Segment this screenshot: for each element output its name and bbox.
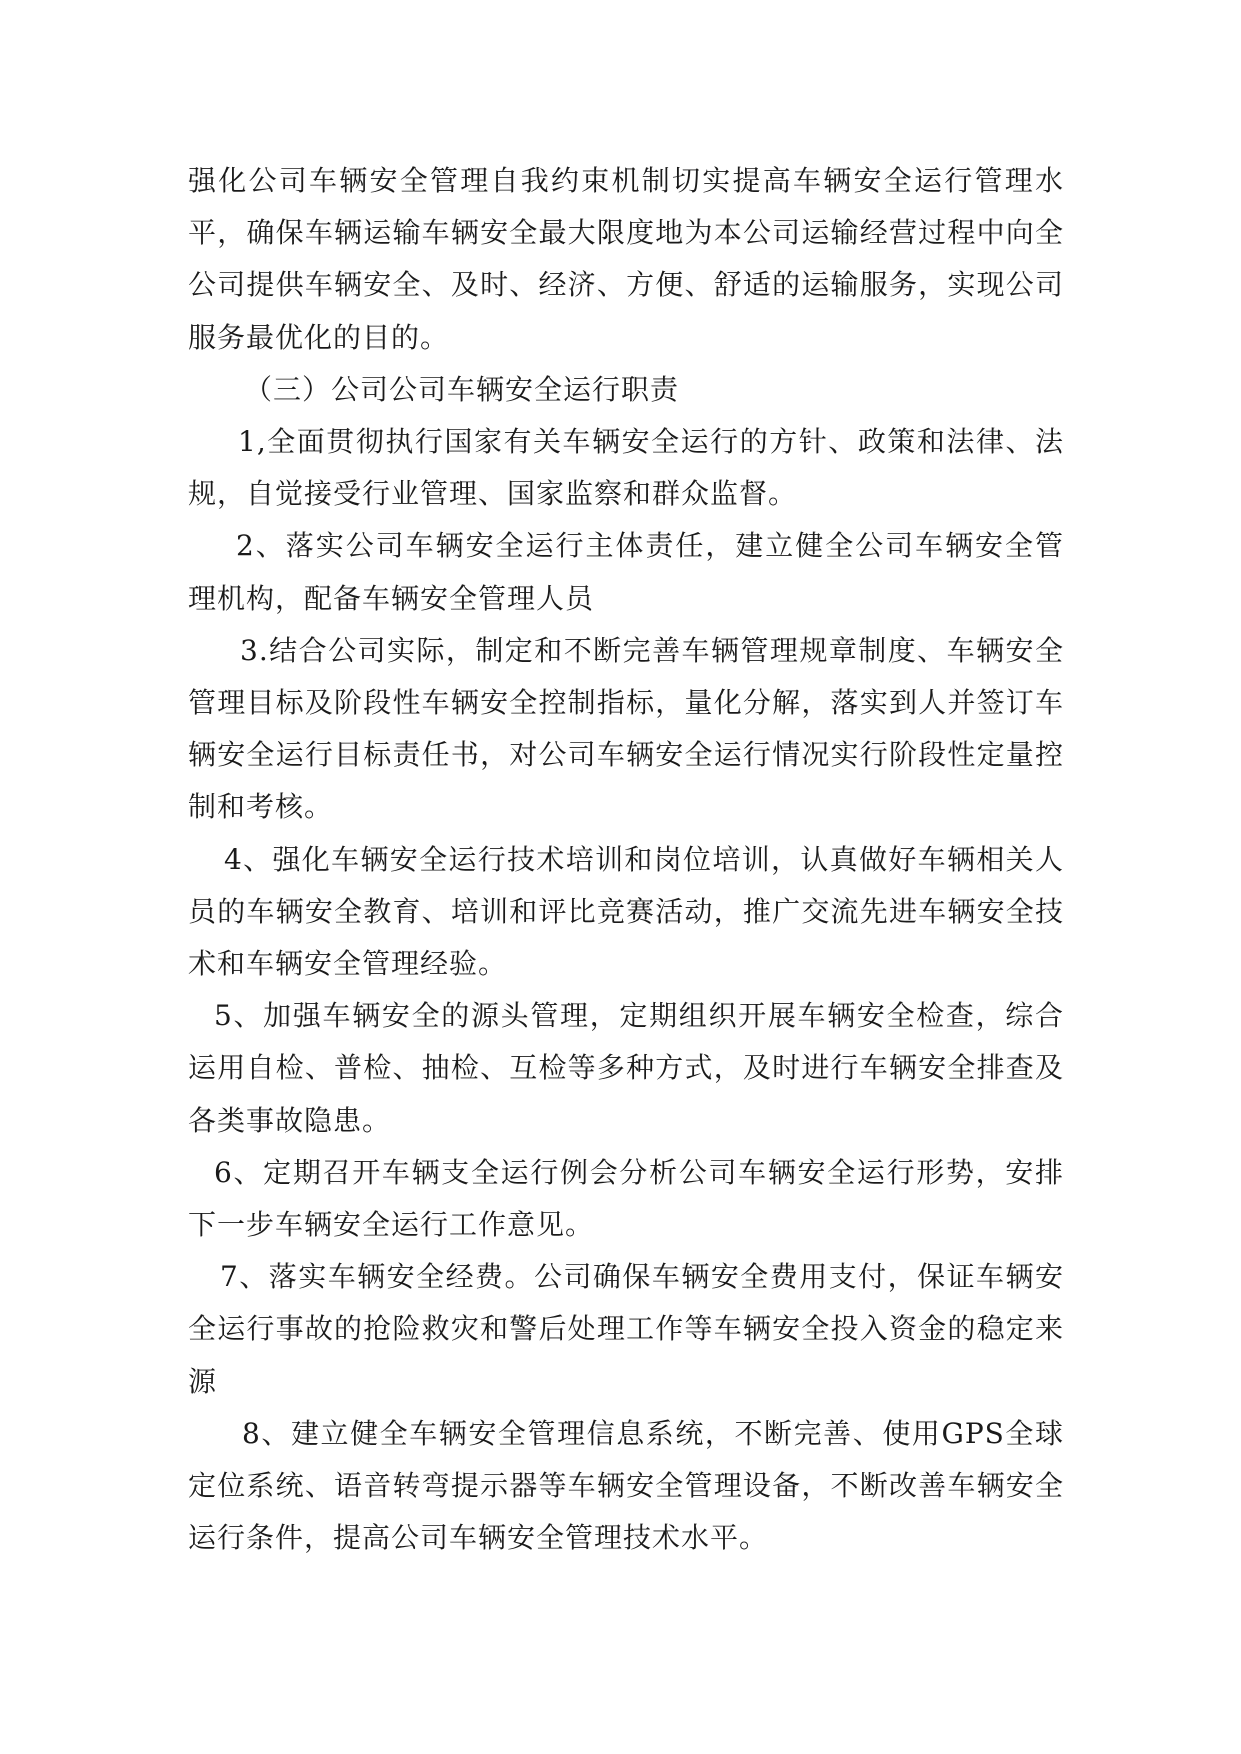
list-item: 7、落实车辆安全经费。公司确保车辆安全费用支付，保证车辆安全运行事故的抢险救灾和警后处理工作等车辆安全投入资金的稳定来源: [188, 1260, 1064, 1398]
list-item: 8、建立健全车辆安全管理信息系统，不断完善、使用GPS全球定位系统、语音转弯提示器等车辆安全管理设备，不断改善车辆安全运行条件，提高公司车辆安全管理技术水平。: [188, 1416, 1064, 1555]
list-item: 1,全面贯彻执行国家有关车辆安全运行的方针、政策和法律、法规，自觉接受行业管理、国家监察和群众监督。: [188, 425, 1064, 511]
list-item: 4、强化车辆安全运行技术培训和岗位培训，认真做好车辆相关人员的车辆安全教育、培训和评比竞赛活动，推广交流先进车辆安全技术和车辆安全管理经验。: [188, 842, 1064, 981]
section-heading: （三）公司公司车辆安全运行职责: [244, 372, 680, 406]
list-item: 2、落实公司车辆安全运行主体责任，建立健全公司车辆安全管理机构，配备车辆安全管理人员: [188, 529, 1064, 615]
document-body: [188, 155, 1064, 1564]
list-item: 5、加强车辆安全的源头管理，定期组织开展车辆安全检查，综合运用自检、普检、抽检、互检等多种方式，及时进行车辆安全排查及各类事故隐患。: [188, 999, 1064, 1137]
list-item: 3.结合公司实际，制定和不断完善车辆管理规章制度、车辆安全管理目标及阶段性车辆安全控制指标，量化分解，落实到人并签订车辆安全运行目标责任书，对公司车辆安全运行情况实行阶段性定量控制和考核。: [188, 633, 1064, 824]
intro-paragraph: 强化公司车辆安全管理自我约束机制切实提高车辆安全运行管理水平，确保车辆运输车辆安全最大限度地为本公司运输经营过程中向全公司提供车辆安全、及时、经济、方便、舒适的运输服务，实现公司服务最优化的目的。: [188, 164, 1064, 354]
list-item: 6、定期召开车辆支全运行例会分析公司车辆安全运行形势，安排下一步车辆安全运行工作意见。: [188, 1155, 1064, 1242]
